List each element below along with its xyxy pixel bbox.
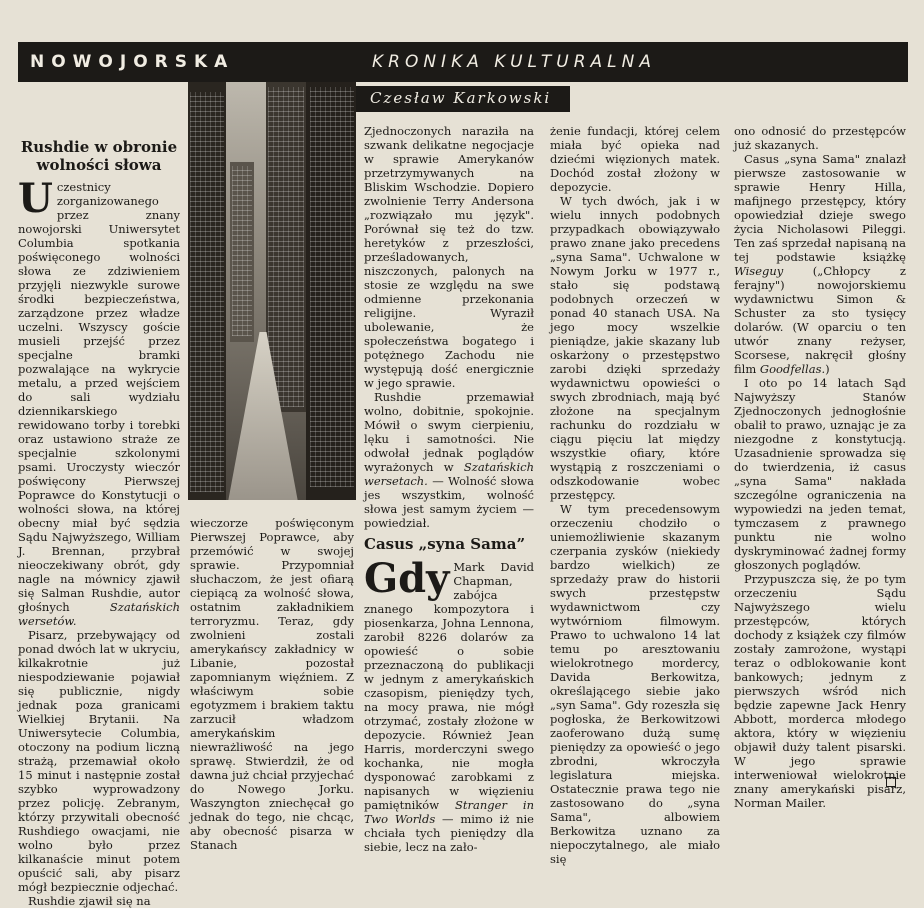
article2-paragraph-3: W tych dwóch, jak i w wielu innych podobnych przypadkach obowiązywało prawo znane jako precedens „syna Sama". Uchwalone w Nowym Jorku w 1977 r., stało się podstawą podobnych orzeczeń w ponad 40 stanach USA. Na jego mocy wszelkie pieniądze, jakie skazany lub oskarżony o przestępstwo zarobi dzięki sprzedaży wydawnictwu opowieści o swych zbrodniach, mają być złożone na specjalnym rachunku do rozdziału w ciągu pięciu lat między wszystkie ofiary, które wystąpią z roszczeniami o odszkodowanie wobec przestępcy. <box>550 194 720 502</box>
author-name: Czesław Karkowski <box>370 89 552 107</box>
column-1 <box>18 138 180 908</box>
article1-paragraph-2: Pisarz, przebywający od ponad dwóch lat w ukryciu, kilkakrotnie już niespodziewanie pojawiał się publicznie, nigdy jednak poza granicami Wielkiej Brytanii. Na Uniwersytecie Columbia, otoczony na podium liczną strażą, przemawiał około 15 minut i następnie został szybko wyprowadzony przez policję. Zebranym, którzy przywitali obecność Rushdiego owacjami, nie wolno było przez kilkanaście minut potem opuścić sali, aby pisarz mógł bezpiecznie odjechać. <box>18 628 180 894</box>
column-2 <box>190 516 354 852</box>
article2-paragraph-4: W tym precedensowym orzeczeniu chodziło o uniemożliwienie skazanym czerpania zysków (niekiedy bardzo wielkich) ze sprzedaży praw do historii swych przestępstw wydawnictwom czy wytwórniom filmowym. Prawo to uchwalono 14 lat temu po aresztowaniu wielokrotnego mordercy, Davida Berkowitza, określającego siebie jako „syn Sama". Gdy rozeszła się pogłoska, że Berkowitzowi zaoferowano dużą sumę pieniędzy za opowieść o jego zbrodni, wkroczyła legislatura miejska. Ostatecznie prawa tego nie zastosowano do „syna Sama", albowiem Berkowitza uznano za niepoczytalnego, ale miało się <box>550 502 720 866</box>
article2-paragraph-7: I oto po 14 latach Sąd Najwyższy Stanów Zjednoczonych jednogłośnie obalił to prawo, uznając je za niezgodne z konstytucją. Uzasadnienie sprowadza się do twierdzenia, iż casus „syna Sama" nakłada szczególne ograniczenia na wypowiedzi na jeden temat, tymczasem z prawnego punktu nie wolno dyskryminować żadnej formy głoszonych poglądów. <box>734 376 906 572</box>
end-of-article-mark <box>886 777 896 787</box>
article2-paragraph-1: Gdy Mark David Chapman, zabójca znanego kompozytora i piosenkarza, Johna Lennona, zarobił 8226 dolarów za opowieść o sobie przeznaczoną do publikacji w jednym z amerykańskich czasopism, pieniędzy tych, na mocy prawa, nie mógł otrzymać, zostały złożone w depozycie. Również Jean Harris, morderczyni swego kochanka, nie mogła dysponować zarobkami z napisanych w więzieniu pamiętników Stranger in Two Worlds — mimo iż nie chciała tych pieniędzy dla siebie, lecz na zało- <box>364 555 534 854</box>
article1-paragraph-3: Rushdie zjawił się na <box>28 894 151 908</box>
article2-paragraph-6: Casus „syna Sama" znalazł pierwsze zastosowanie w sprawie Henry Hilla, mafijnego przestępcy, który opowiedział dzieje swego życia Nicholasowi Pileggi. Ten zaś sprzedał napisaną na tej podstawie książkę Wiseguy („Chłopcy z ferajny") nowojorskiemu wydawnictwu Simon & Schuster za sto tysięcy dolarów. (W oparciu o ten utwór znany reżyser, Scorsese, nakręcił głośny film Goodfellas.) <box>734 152 906 376</box>
article1-paragraph-6: Rushdie przemawiał wolno, dobitnie, spokojnie. Mówił o swym cierpieniu, lęku i samotności. Nie odwołał jednak poglądów wyrażonych w Szatańskich wersetach. — Wolność słowa jes wszystkim, wolność słowa jest samym życiem — powiedział. <box>364 390 534 530</box>
section-title-left: NOWOJORSKA <box>30 52 235 72</box>
article2-title: Casus „syna Sama” <box>364 535 526 553</box>
column-5 <box>734 124 906 810</box>
article1-paragraph-4: wieczorze poświęconym Pierwszej Poprawce, aby przemówić w swojej sprawie. Przypomniał słuchaczom, że jest ofiarą ciepiącą za wolność słowa, ostatnim zakładnikiem terroryzmu. Teraz, gdy zwolnieni zostali amerykańscy zakładnicy w Libanie, pozostał zapomnianym więźniem. Z właściwym sobie egotyzmem i brakiem taktu zarzucił władzom amerykańskim niewrażliwość na jego sprawę. Stwierdził, że od dawna już chciał przyjechać do Nowego Jorku. Waszyngton zniechęcał go jednak do tego, nie chcąc, aby obecność pisarza w Stanach <box>190 516 354 852</box>
article1-paragraph-1: Uczestnicy zorganizowanego przez znany nowojorski Uniwersytet Columbia spotkania poświęconego wolności słowa ze zdziwieniem przyjęli niezwykle surowe środki bezpieczeństwa, zarządzone przez władze uczelni. Wszyscy goście musieli przejść przez specjalne bramki pozwalające na wykrycie metalu, a przed wejściem do sali wydziału dziennikarskiego rewidowano torby i torebki oraz ustawiono straże ze specjalnie szkolonymi psami. Uroczysty wieczór poświęcony Pierwszej Poprawce do Konstytucji o wolności słowa, na której obecny miał być sędzia Sądu Najwyższego, William J. Brennan, przybrał nieoczekiwany obrót, gdy nagle na mównicy zjawił się Salman Rushdie, autor głośnych Szatańskich wersetów. <box>18 175 180 628</box>
article2-paragraph-8: Przypuszcza się, że po tym orzeczeniu Sądu Najwyższego wielu przestępców, których dochody z książek czy filmów zostały zamrożone, wystąpi teraz o odblokowanie kont bankowych; jednym z pierwszych wśród nich będzie zapewne Jack Henry Abbott, morderca młodego aktora, który w więzieniu objawił duży talent pisarski. W jego sprawie interweniował wielokrotnie znany amerykański pisarz, Norman Mailer. <box>734 572 906 810</box>
article1-dropcap: U <box>18 175 53 222</box>
column-3 <box>364 124 534 854</box>
column-4 <box>550 124 720 866</box>
article2-dropcap: Gdy <box>364 555 450 602</box>
article2-paragraph-2: żenie fundacji, której celem miała być opieka nad dziećmi więzionych matek. Dochód został złożony w depozycie. <box>550 124 720 194</box>
skyscraper-photo <box>188 82 356 500</box>
article1-title: Rushdie w obronie wolności słowa <box>20 138 178 174</box>
section-title-right: KRONIKA KULTURALNA <box>372 52 656 72</box>
article1-paragraph-5: Zjednoczonych naraziła na szwank delikatne negocjacje w sprawie Amerykanów przetrzymywanych na Bliskim Wschodzie. Dopiero zwolnienie Terry Andersona „rozwiązało mu język". Porównał się też do tzw. heretyków z przeszłości, prześladowanych, niszczonych, palonych na stosie ze względu na swe odmienne przekonania religijne. Wyraził ubolewanie, że społeczeństwa bogatego i potężnego Zachodu nie występują dość energicznie w jego sprawie. <box>364 124 534 390</box>
article2-paragraph-5: ono odnosić do przestępców już skazanych. <box>734 124 906 152</box>
